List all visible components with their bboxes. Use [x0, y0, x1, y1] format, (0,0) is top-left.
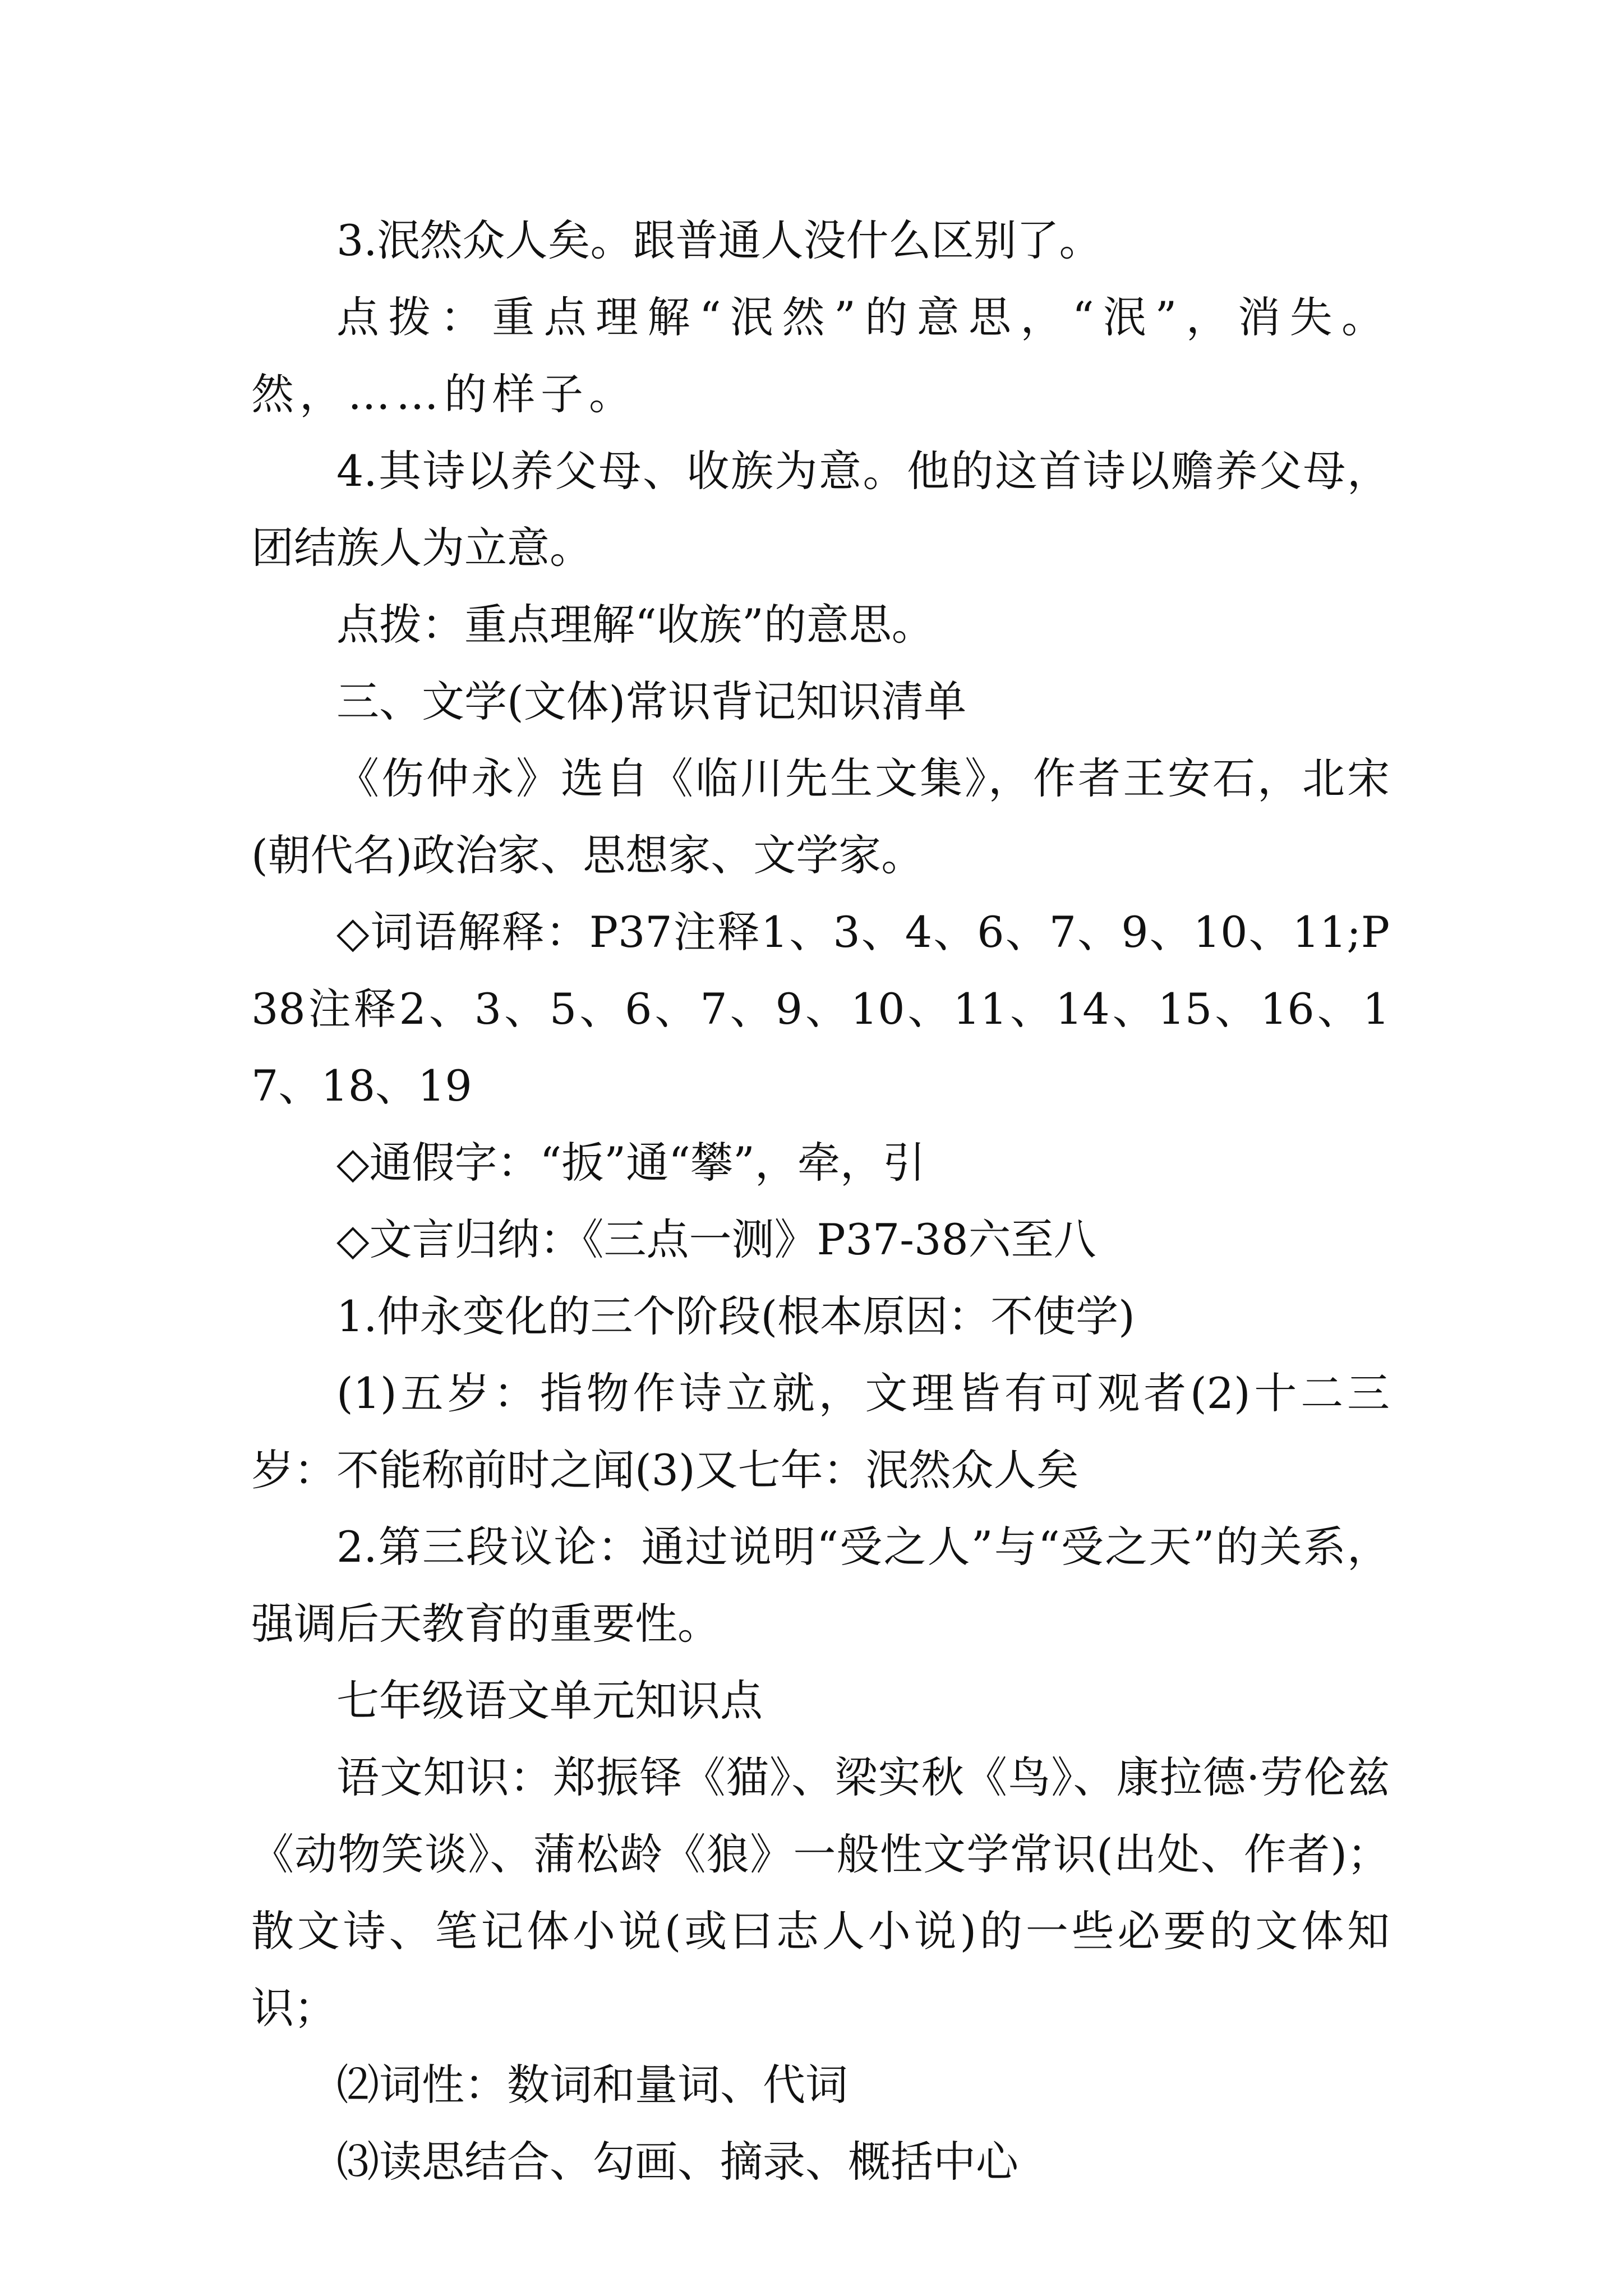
- paragraph-16: ⑶读思结合、勾画、摘录、概括中心: [336, 2137, 1018, 2187]
- paragraph-10: 1.仲永变化的三个阶段(根本原因：不使学): [336, 1291, 1135, 1341]
- paragraph-14: 语文知识：郑振铎《猫》、梁实秋《鸟》、康拉德·劳伦兹《动物笑谈》、蒲松龄《狼》一般性文学常识(出处、作者)；散文诗、笔记体小说(或曰志人小说)的一些必要的文体知识；: [251, 1752, 1390, 2033]
- paragraph-9: ◇文言归纳：《三点一测》P37-38六至八: [336, 1214, 1096, 1264]
- paragraph-11: (1)五岁：指物作诗立就，文理皆有可观者(2)十二三岁：不能称前时之闻(3)又七年：泯然众人矣: [251, 1368, 1390, 1495]
- document-body: [251, 202, 1390, 2200]
- paragraph-4: 点拨：重点理解“收族”的意思。: [336, 600, 934, 650]
- paragraph-12: 2.第三段议论：通过说明“受之人”与“受之天”的关系，强调后天教育的重要性。: [251, 1522, 1390, 1649]
- paragraph-1: 3.泯然众人矣。跟普通人没什么区别了。: [336, 215, 1102, 265]
- paragraph-8: ◇通假字：“扳”通“攀”，牵，引: [336, 1138, 925, 1188]
- paragraph-2: 点拨：重点理解“泯然”的意思，“泯”，消失。然，……的样子。: [251, 292, 1390, 419]
- paragraph-15: ⑵词性：数词和量词、代词: [336, 2060, 848, 2110]
- paragraph-7: ◇词语解释：P37注释1、3、4、6、7、9、10、11;P38注释2、3、5、6、7、9、10、11、14、15、16、17、18、19: [251, 907, 1390, 1111]
- paragraph-6: 《伤仲永》选自《临川先生文集》，作者王安石，北宋(朝代名)政治家、思想家、文学家。: [251, 753, 1390, 880]
- section-heading-grade7: 七年级语文单元知识点: [336, 1676, 763, 1726]
- paragraph-3: 4.其诗以养父母、收族为意。他的这首诗以赡养父母，团结族人为立意。: [251, 446, 1390, 573]
- section-heading-literary-knowledge: 三、文学(文体)常识背记知识清单: [336, 677, 967, 726]
